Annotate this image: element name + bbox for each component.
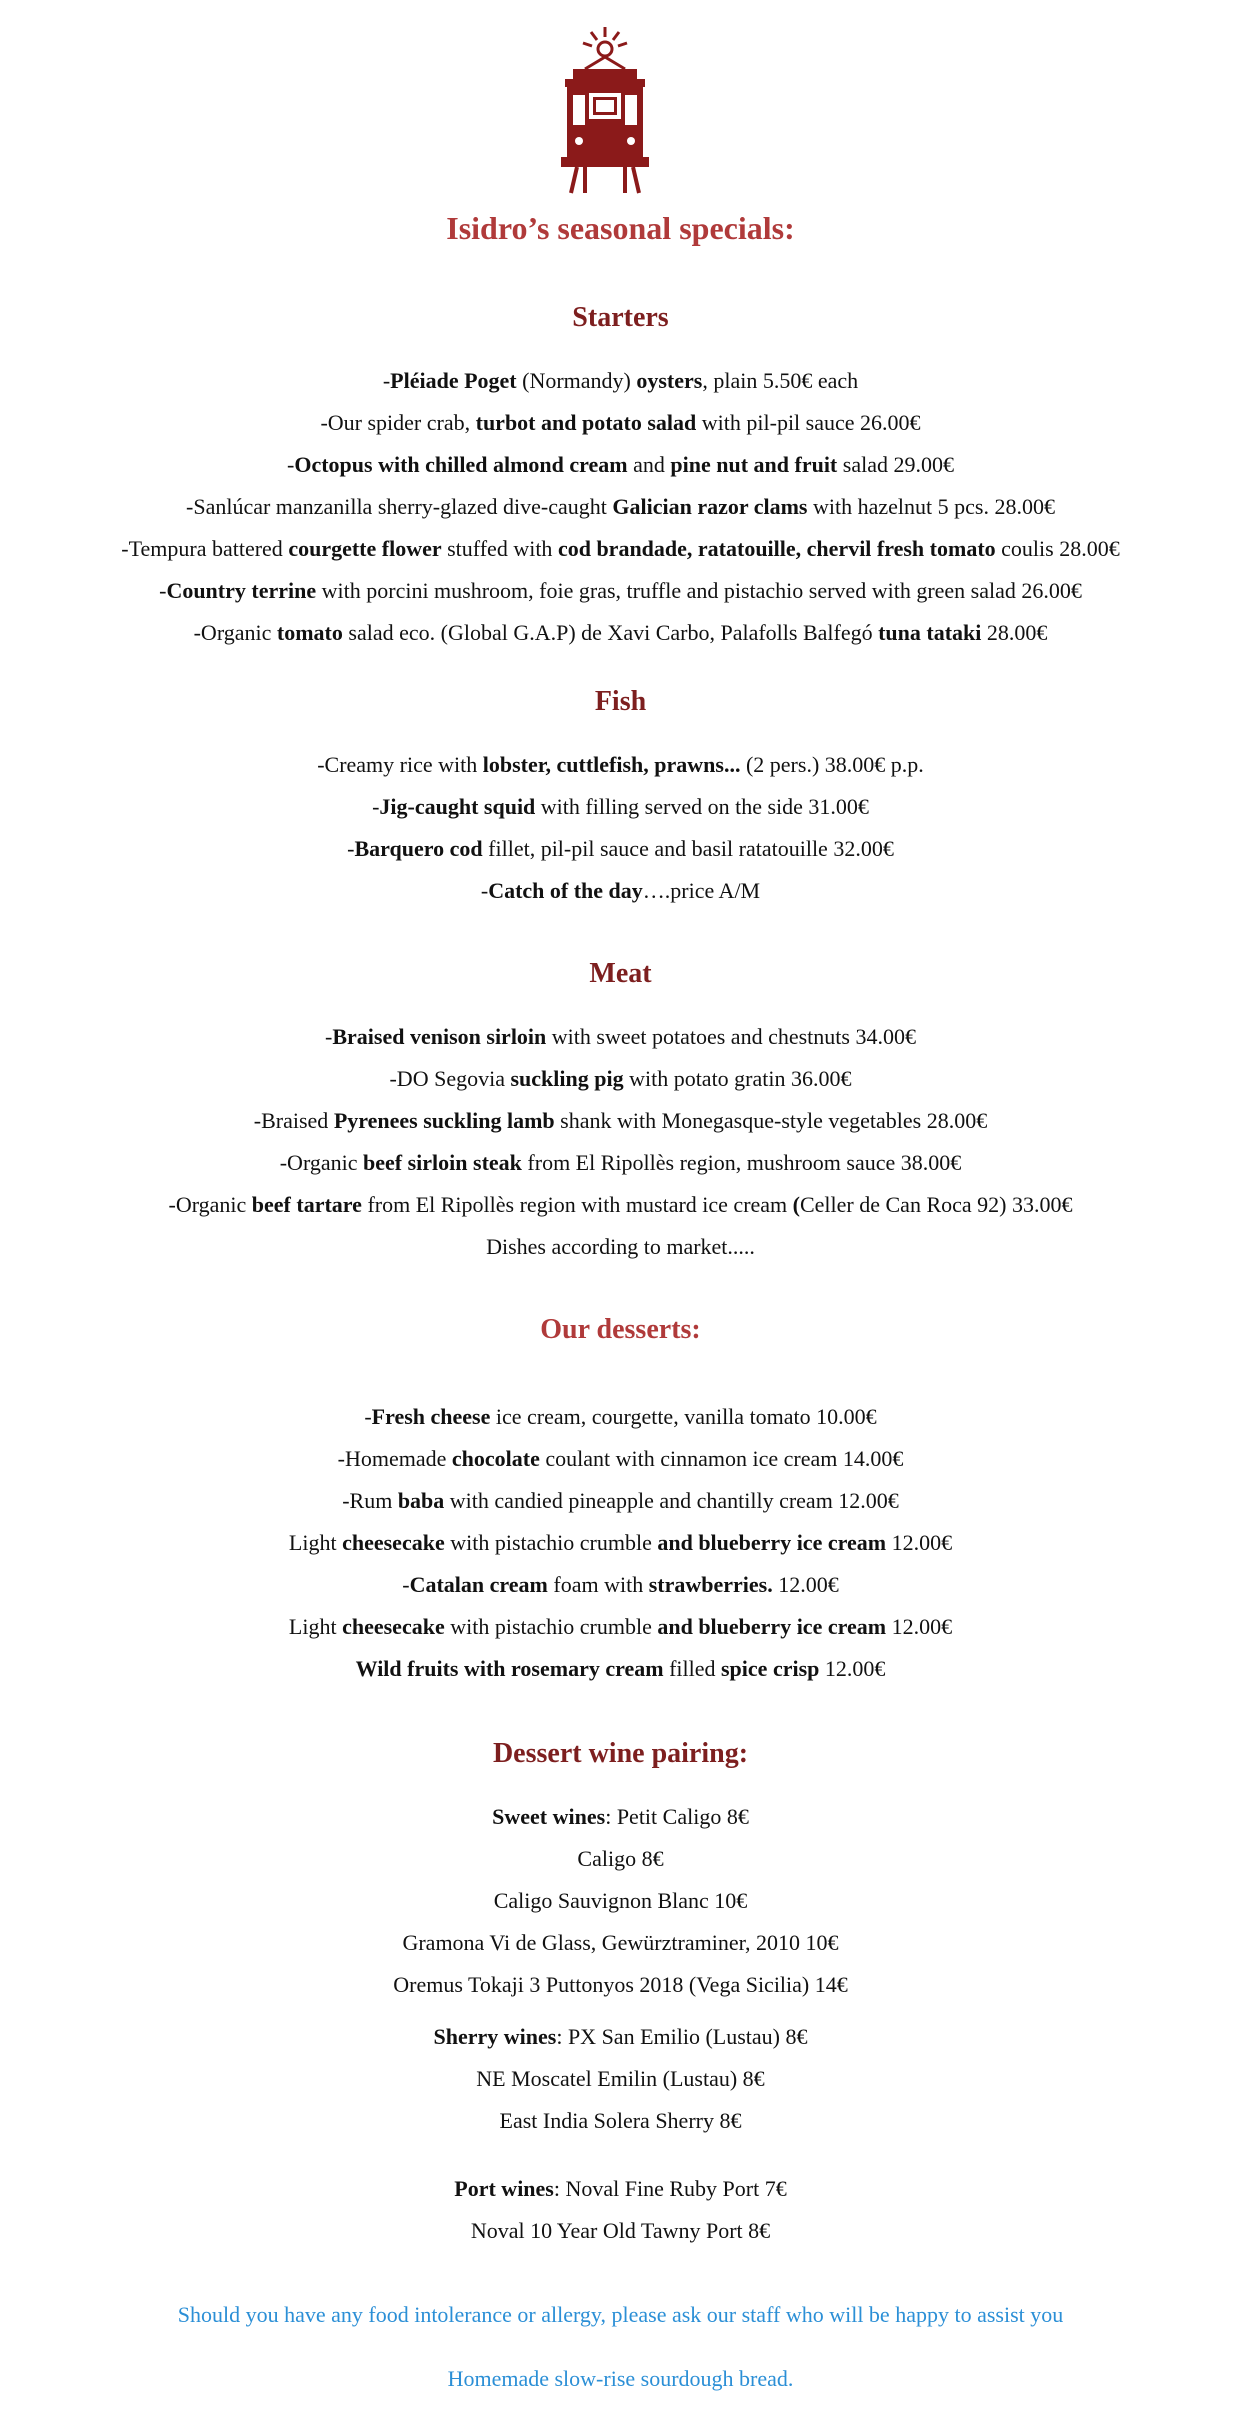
item-text: with filling served on the side 31.00€ — [535, 794, 869, 819]
item-highlight: strawberries. — [648, 1572, 773, 1597]
item-highlight: Octopus with chilled almond cream — [294, 452, 628, 477]
item-highlight: Catalan cream — [409, 1572, 548, 1597]
item-text: foam with — [547, 1572, 649, 1597]
item-text: with pistachio crumble — [444, 1530, 658, 1555]
item-text: 12.00€ — [819, 1656, 886, 1681]
item-text: filled — [663, 1656, 721, 1681]
item-highlight: and blueberry ice cream — [657, 1530, 887, 1555]
item-text: 28.00€ — [981, 620, 1048, 645]
item-text: with pistachio crumble — [444, 1614, 658, 1639]
item-text: coulant with cinnamon ice cream 14.00€ — [539, 1446, 904, 1471]
sherry-wines-list — [0, 2016, 1241, 2142]
menu-item — [0, 1564, 1241, 1606]
item-text: -Braised — [253, 1108, 334, 1133]
item-highlight: suckling pig — [510, 1066, 624, 1091]
item-highlight: chocolate — [451, 1446, 540, 1471]
menu-item — [0, 612, 1241, 654]
item-highlight: Sweet wines — [492, 1804, 606, 1829]
item-text: East India Solera Sherry 8€ — [499, 2108, 742, 2133]
item-text: -Homemade — [337, 1446, 452, 1471]
item-text: from El Ripollès region, mushroom sauce 38.00€ — [521, 1150, 962, 1175]
item-highlight: Catch of the day — [488, 878, 643, 903]
item-text: -Organic — [193, 620, 277, 645]
menu-item — [0, 786, 1241, 828]
item-highlight: cheesecake — [342, 1614, 445, 1639]
allergy-note: Should you have any food intolerance or allergy, please ask our staff who will be happy to assist you — [177, 2302, 1064, 2327]
item-text: 12.00€ — [772, 1572, 839, 1597]
item-text: - — [364, 1404, 372, 1429]
item-text: with sweet potatoes and chestnuts 34.00€ — [546, 1024, 916, 1049]
item-text: shank with Monegasque-style vegetables 28.00€ — [554, 1108, 988, 1133]
item-text: - — [325, 1024, 333, 1049]
menu-item — [0, 1964, 1241, 2006]
menu-item — [0, 1058, 1241, 1100]
item-text: Noval 10 Year Old Tawny Port 8€ — [470, 2218, 771, 2243]
item-text: (Normandy) — [516, 368, 637, 393]
item-highlight: Sherry wines — [433, 2024, 557, 2049]
item-highlight: turbot and potato salad — [475, 410, 697, 435]
item-text: fillet, pil-pil sauce and basil ratatouille 32.00€ — [482, 836, 894, 861]
menu-item — [0, 2016, 1241, 2058]
menu-item — [0, 486, 1241, 528]
menu-item — [0, 1880, 1241, 1922]
item-text: 12.00€ — [886, 1530, 953, 1555]
fish-heading: Fish — [594, 686, 647, 717]
starters-heading: Starters — [572, 302, 669, 333]
item-text: -Rum — [342, 1488, 398, 1513]
tram-icon — [555, 25, 655, 195]
item-text: : PX San Emilio (Lustau) 8€ — [556, 2024, 808, 2049]
item-text: from El Ripollès region with mustard ice cream — [361, 1192, 793, 1217]
item-text: Caligo Sauvignon Blanc 10€ — [493, 1888, 748, 1913]
item-highlight: oysters — [636, 368, 703, 393]
item-text: , plain 5.50€ each — [702, 368, 859, 393]
item-text: - — [382, 368, 391, 393]
item-highlight: courgette flower — [288, 536, 442, 561]
item-text: (2 pers.) 38.00€ p.p. — [740, 752, 924, 777]
item-highlight: tomato — [276, 620, 343, 645]
menu-item — [0, 2210, 1241, 2252]
item-text: -Tempura battered — [121, 536, 289, 561]
sweet-wines-list — [0, 1796, 1241, 2006]
item-highlight: baba — [397, 1488, 445, 1513]
item-text: -Creamy rice with — [317, 752, 483, 777]
item-text: ice cream, courgette, vanilla tomato 10.00€ — [490, 1404, 877, 1429]
item-text: - — [159, 578, 167, 603]
item-text: -Organic — [279, 1150, 364, 1175]
item-text: with porcini mushroom, foie gras, truffle and pistachio served with green salad 26.00€ — [316, 578, 1082, 603]
item-text: - — [347, 836, 355, 861]
item-highlight: Pléiade Poget — [390, 368, 517, 393]
menu-item — [0, 744, 1241, 786]
item-highlight: beef sirloin steak — [363, 1150, 522, 1175]
item-text: Light — [288, 1530, 343, 1555]
meat-list — [0, 1016, 1241, 1268]
fish-list — [0, 744, 1241, 912]
menu-item — [0, 1100, 1241, 1142]
item-text: ….price A/M — [642, 878, 761, 903]
item-highlight: Braised venison sirloin — [332, 1024, 547, 1049]
item-text: : Petit Caligo 8€ — [605, 1804, 749, 1829]
item-text: coulis 28.00€ — [995, 536, 1120, 561]
menu-item — [0, 1438, 1241, 1480]
bread-note: Homemade slow-rise sourdough bread. — [447, 2366, 794, 2391]
item-text: 12.00€ — [886, 1614, 953, 1639]
item-text: with potato gratin 36.00€ — [623, 1066, 852, 1091]
item-highlight: spice crisp — [721, 1656, 820, 1681]
item-highlight: Barquero cod — [354, 836, 483, 861]
menu-item — [0, 528, 1241, 570]
menu-item — [0, 570, 1241, 612]
menu-item — [0, 1606, 1241, 1648]
item-text: with hazelnut 5 pcs. 28.00€ — [807, 494, 1055, 519]
meat-heading: Meat — [589, 958, 652, 989]
item-text: - — [372, 794, 380, 819]
item-highlight: Galician razor clams — [612, 494, 808, 519]
menu-item — [0, 1648, 1241, 1690]
item-highlight: ( — [792, 1192, 800, 1217]
item-text: with pil-pil sauce 26.00€ — [696, 410, 921, 435]
item-text: salad eco. (Global G.A.P) de Xavi Carbo, Palafolls Balfegó — [342, 620, 879, 645]
item-highlight: pine nut and fruit — [670, 452, 838, 477]
item-highlight: beef tartare — [251, 1192, 362, 1217]
item-highlight: Country terrine — [166, 578, 317, 603]
menu-item — [0, 870, 1241, 912]
item-highlight: and blueberry ice cream — [657, 1614, 887, 1639]
item-highlight: Jig-caught squid — [379, 794, 536, 819]
item-highlight: Port wines — [454, 2176, 554, 2201]
menu-item — [0, 2058, 1241, 2100]
desserts-list — [0, 1396, 1241, 1690]
menu-item — [0, 444, 1241, 486]
item-text: NE Moscatel Emilin (Lustau) 8€ — [476, 2066, 765, 2091]
menu-item — [0, 360, 1241, 402]
starters-list — [0, 360, 1241, 654]
menu-item — [0, 1396, 1241, 1438]
item-text: Oremus Tokaji 3 Puttonyos 2018 (Vega Sicilia) 14€ — [393, 1972, 848, 1997]
item-highlight: Fresh cheese — [371, 1404, 491, 1429]
menu-item — [0, 1142, 1241, 1184]
menu-item — [0, 1016, 1241, 1058]
item-text: - — [480, 878, 489, 903]
item-text: and — [627, 452, 671, 477]
item-highlight: tuna tataki — [878, 620, 982, 645]
menu-item — [0, 1796, 1241, 1838]
menu-item — [0, 1838, 1241, 1880]
item-text: stuffed with — [441, 536, 558, 561]
item-text: Gramona Vi de Glass, Gewürztraminer, 2010 10€ — [402, 1930, 839, 1955]
item-text: -Our spider crab, — [320, 410, 476, 435]
item-highlight: lobster, cuttlefish, prawns... — [482, 752, 741, 777]
item-highlight: cod brandade, ratatouille, chervil fresh tomato — [557, 536, 996, 561]
item-text: Dishes according to market..... — [486, 1234, 755, 1259]
item-text: Light — [288, 1614, 343, 1639]
menu-item — [0, 1922, 1241, 1964]
menu-item — [0, 2100, 1241, 2142]
item-text: - — [402, 1572, 410, 1597]
item-highlight: cheesecake — [342, 1530, 445, 1555]
item-text: -DO Segovia — [389, 1066, 511, 1091]
port-wines-list — [0, 2168, 1241, 2252]
item-text: Celler de Can Roca 92) 33.00€ — [799, 1192, 1073, 1217]
menu-item — [0, 828, 1241, 870]
item-text: salad 29.00€ — [837, 452, 954, 477]
wine-heading: Dessert wine pairing: — [492, 1738, 749, 1769]
item-text: : Noval Fine Ruby Port 7€ — [553, 2176, 787, 2201]
item-text: -Sanlúcar manzanilla sherry-glazed dive-caught — [186, 494, 613, 519]
menu-item — [0, 1522, 1241, 1564]
menu-item — [0, 1480, 1241, 1522]
page-title: Isidro’s seasonal specials: — [446, 210, 795, 246]
item-text: -Organic — [168, 1192, 252, 1217]
menu-item — [0, 1226, 1241, 1268]
item-highlight: Pyrenees suckling lamb — [333, 1108, 555, 1133]
desserts-heading: Our desserts: — [540, 1314, 701, 1345]
menu-item — [0, 402, 1241, 444]
menu-item — [0, 2168, 1241, 2210]
item-highlight: Wild fruits with rosemary cream — [355, 1656, 664, 1681]
item-text: with candied pineapple and chantilly cream 12.00€ — [444, 1488, 899, 1513]
item-text: Caligo 8€ — [577, 1846, 664, 1871]
menu-item — [0, 1184, 1241, 1226]
item-text: - — [287, 452, 295, 477]
